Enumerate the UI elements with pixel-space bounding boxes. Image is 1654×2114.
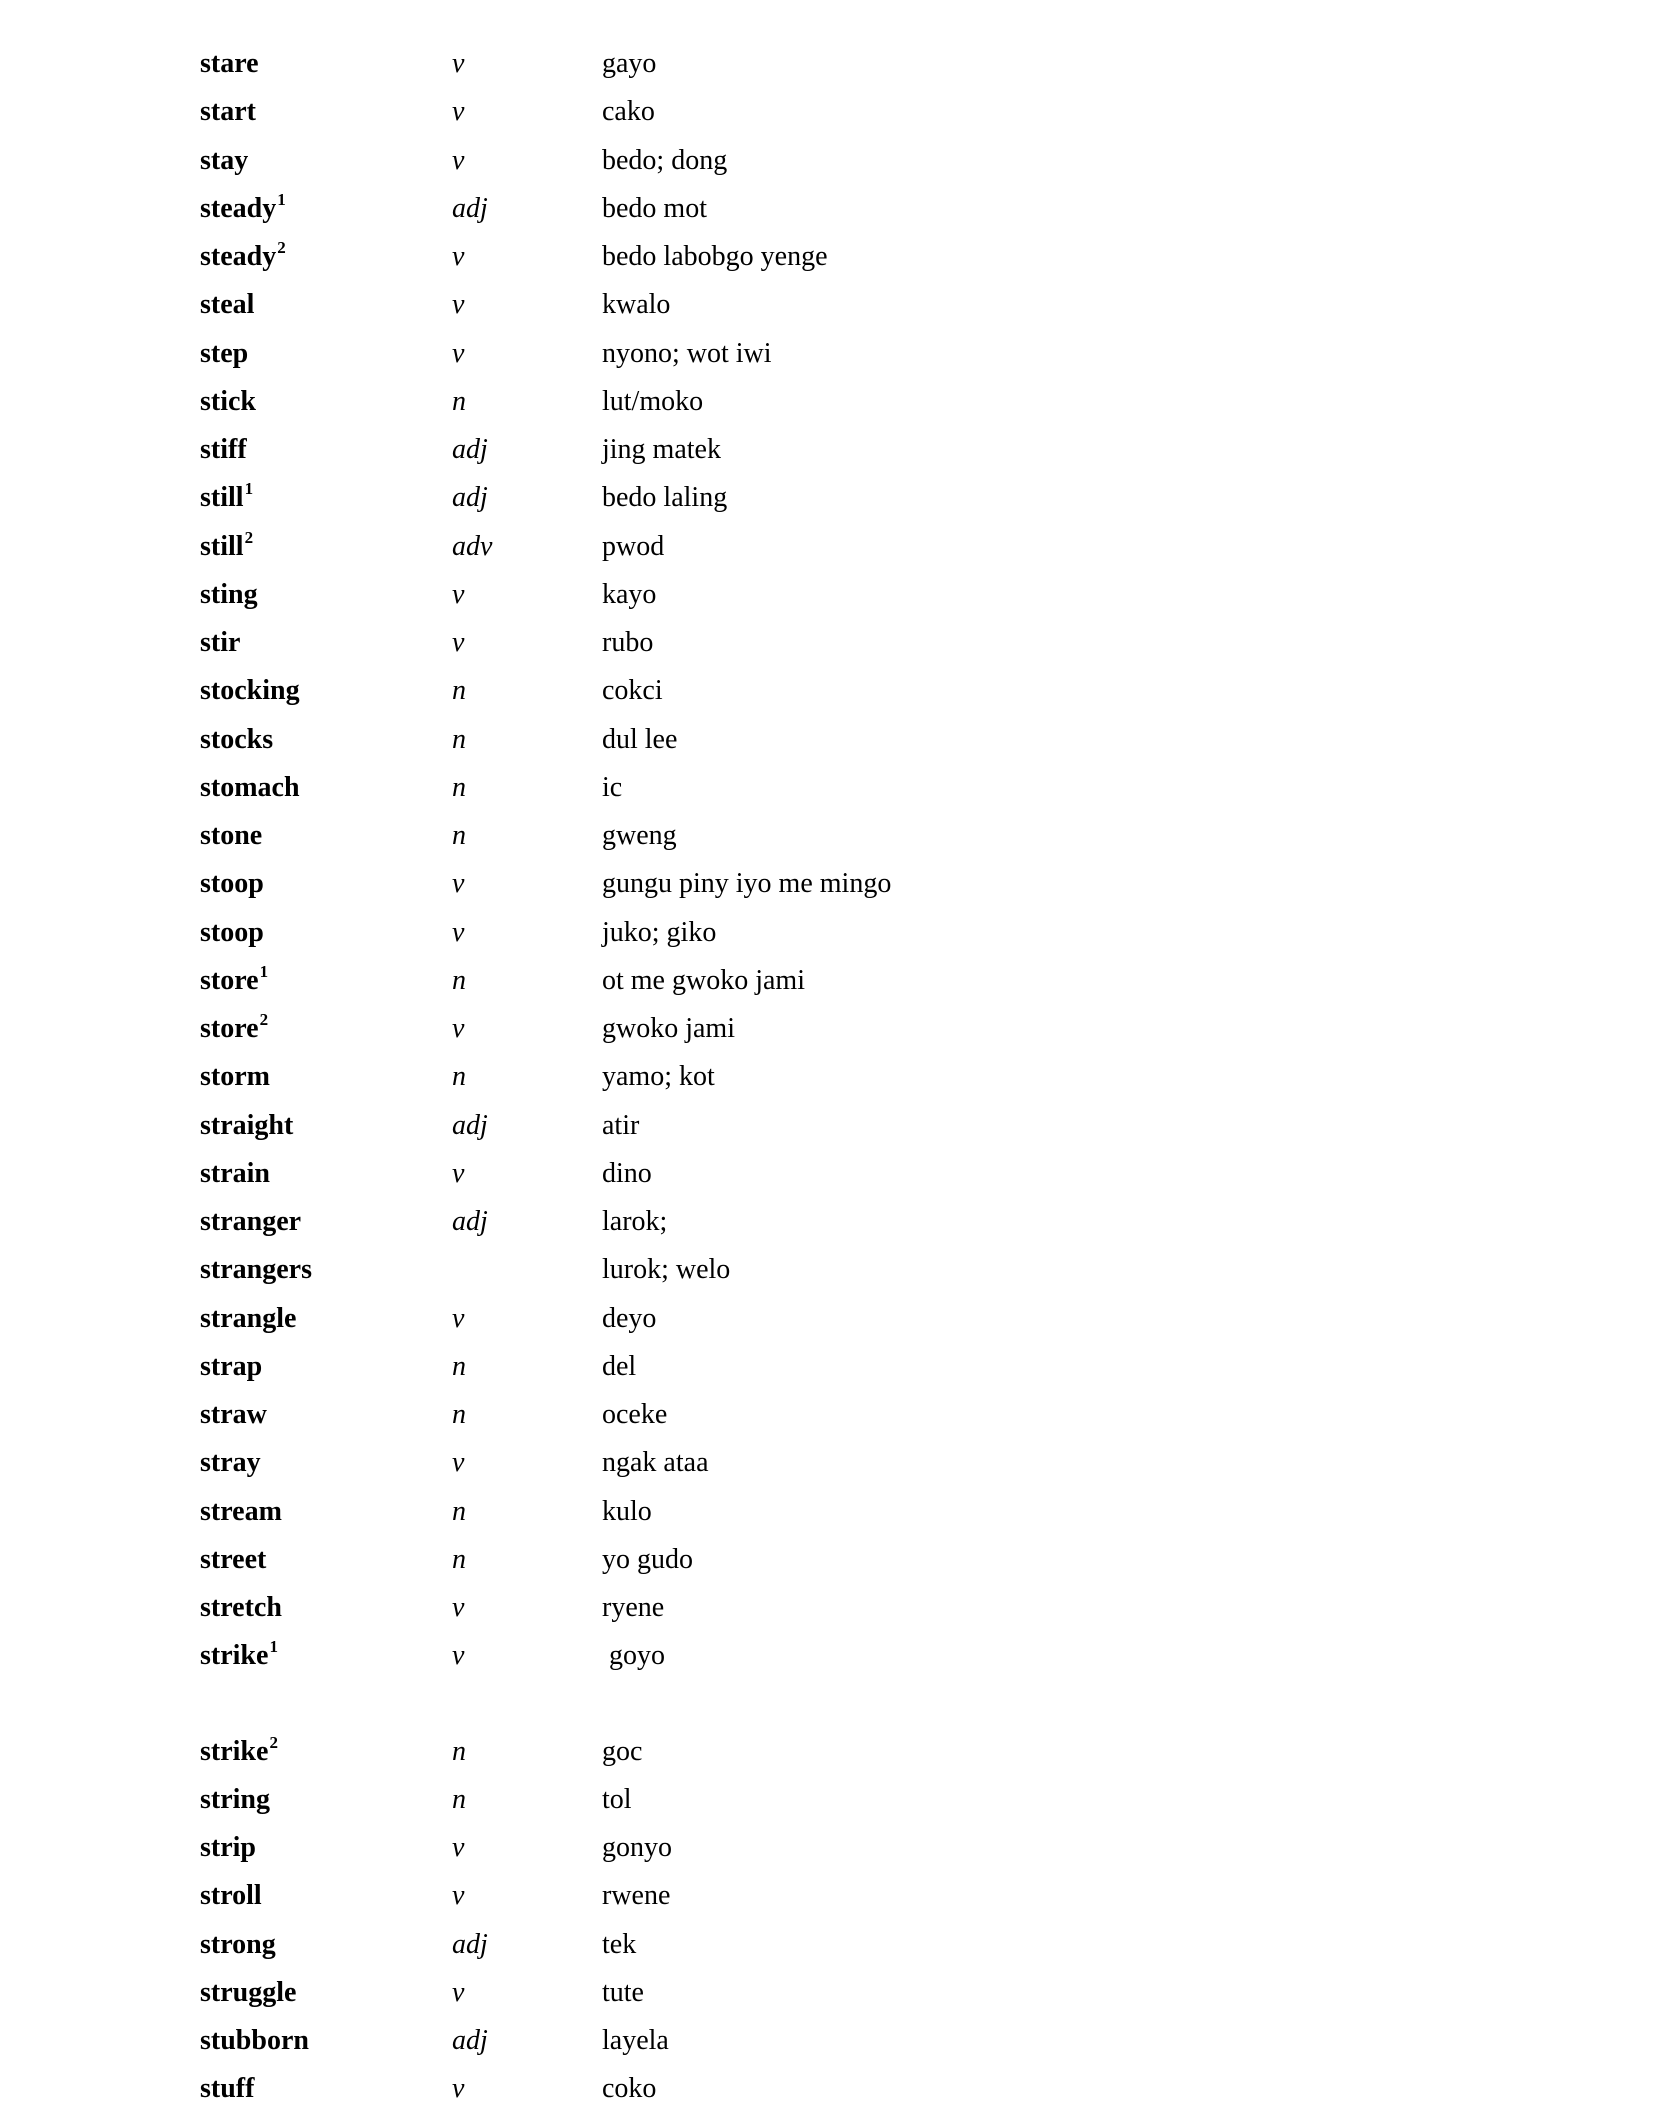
entry-row — [200, 474, 1400, 522]
headword-text: strip — [200, 1832, 256, 1864]
headword-text: strike — [200, 1735, 269, 1767]
headword-text: strike — [200, 1640, 269, 1672]
headword-text: step — [200, 337, 249, 369]
headword-text: sting — [200, 578, 258, 610]
part-of-speech: v — [452, 1976, 465, 2008]
headword-text: steady — [200, 241, 277, 273]
headword — [200, 1976, 452, 2008]
headword-text: stream — [200, 1495, 282, 1527]
sense-number: 1 — [269, 1637, 278, 1657]
translation: tol — [602, 1783, 632, 1815]
entry-row — [200, 667, 1400, 715]
headword-text: still — [200, 530, 244, 562]
part-of-speech: v — [452, 1592, 465, 1624]
part-of-speech: adj — [452, 1928, 488, 1960]
entry-row — [200, 1150, 1400, 1198]
entry-row — [200, 1969, 1400, 2017]
part-of-speech: adv — [452, 530, 493, 562]
headword-text: stomach — [200, 771, 300, 803]
entry-row — [200, 1488, 1400, 1536]
headword-text: steal — [200, 289, 255, 321]
translation: gwoko jami — [602, 1013, 735, 1045]
headword-text: storm — [200, 1061, 270, 1093]
headword-text: stick — [200, 385, 256, 417]
entry-row — [200, 1102, 1400, 1150]
part-of-speech: adj — [452, 1206, 488, 1238]
entry-row — [200, 1053, 1400, 1101]
part-of-speech: adj — [452, 482, 488, 514]
headword-text: stoop — [200, 868, 264, 900]
entry-row — [200, 185, 1400, 233]
entry-row — [200, 523, 1400, 571]
translation: lurok; welo — [602, 1254, 731, 1286]
headword-text: straw — [200, 1399, 267, 1431]
part-of-speech: v — [452, 1013, 465, 1045]
translation: rubo — [602, 627, 654, 659]
part-of-speech: n — [452, 1399, 466, 1431]
sense-number: 1 — [259, 961, 269, 981]
headword — [200, 144, 452, 176]
entry-row — [200, 764, 1400, 812]
translation: del — [602, 1350, 637, 1382]
part-of-speech: n — [452, 964, 466, 996]
entry-row — [200, 860, 1400, 908]
translation: tek — [602, 1928, 637, 1960]
translation: gonyo — [602, 1832, 672, 1864]
headword — [200, 1401, 452, 1429]
headword — [200, 629, 452, 657]
entry-row — [200, 88, 1400, 136]
translation: larok; — [602, 1206, 668, 1238]
translation: dul lee — [602, 723, 678, 755]
headword-text: strangle — [200, 1302, 297, 1334]
entry-row — [200, 1776, 1400, 1824]
part-of-speech: adj — [452, 434, 488, 466]
sense-number: 2 — [244, 527, 254, 547]
headword-text: stoop — [200, 916, 264, 948]
headword — [200, 1594, 452, 1622]
headword-text: strangers — [200, 1254, 312, 1286]
headword-text: strap — [200, 1350, 263, 1382]
headword — [200, 1543, 452, 1575]
entry-row — [200, 1391, 1400, 1439]
translation: goyo — [602, 1640, 665, 1672]
part-of-speech: v — [452, 1447, 465, 1479]
translation: gweng — [602, 820, 677, 852]
part-of-speech: v — [452, 1640, 465, 1672]
headword — [200, 385, 452, 417]
translation: kwalo — [602, 289, 671, 321]
translation: gungu piny iyo me mingo — [602, 868, 892, 900]
headword — [200, 578, 452, 610]
headword — [200, 1157, 452, 1189]
entry-row — [200, 619, 1400, 667]
entry-row — [200, 1824, 1400, 1872]
entry-row — [200, 281, 1400, 329]
part-of-speech: v — [452, 337, 465, 369]
part-of-speech: v — [452, 2073, 465, 2105]
headword-text: still — [200, 482, 244, 514]
headword — [200, 1637, 452, 1672]
headword — [200, 1063, 452, 1091]
part-of-speech: adj — [452, 192, 488, 224]
headword-text: string — [200, 1783, 270, 1815]
headword — [200, 98, 452, 126]
translation: kayo — [602, 578, 657, 610]
part-of-speech: v — [452, 1832, 465, 1864]
translation: atir — [602, 1109, 640, 1141]
part-of-speech: n — [452, 1543, 466, 1575]
headword — [200, 2027, 452, 2055]
translation: rwene — [602, 1880, 671, 1912]
entry-row — [200, 1872, 1400, 1920]
entry-row — [200, 2017, 1400, 2065]
headword-text: stray — [200, 1447, 261, 1479]
headword-text: straight — [200, 1109, 294, 1141]
headword-text: stocks — [200, 723, 274, 755]
part-of-speech: v — [452, 241, 465, 273]
entry-row — [200, 957, 1400, 1005]
translation: bedo laling — [602, 482, 728, 514]
sense-number: 2 — [269, 1732, 278, 1752]
entry-list — [200, 40, 1400, 2114]
part-of-speech: v — [452, 48, 465, 80]
entry-row — [200, 2065, 1400, 2113]
entry-row — [200, 40, 1400, 88]
headword-text: stare — [200, 48, 259, 80]
headword-text: store — [200, 964, 259, 996]
part-of-speech: adj — [452, 1109, 488, 1141]
part-of-speech: v — [452, 916, 465, 948]
entry-row — [200, 1295, 1400, 1343]
headword-text: store — [200, 1013, 259, 1045]
part-of-speech: v — [452, 96, 465, 128]
entry-row — [200, 137, 1400, 185]
headword — [200, 436, 452, 464]
part-of-speech: v — [452, 1880, 465, 1912]
headword-text: strong — [200, 1928, 276, 1960]
entry-row — [200, 233, 1400, 281]
headword — [200, 238, 452, 273]
headword-text: stuff — [200, 2073, 255, 2105]
headword — [200, 479, 452, 514]
part-of-speech: adj — [452, 2025, 488, 2057]
entry-row — [200, 1632, 1400, 1680]
translation: kulo — [602, 1495, 652, 1527]
translation: dino — [602, 1157, 652, 1189]
sense-number: 1 — [277, 189, 286, 209]
headword — [200, 1928, 452, 1960]
headword — [200, 1302, 452, 1334]
part-of-speech: n — [452, 675, 466, 707]
headword-text: stir — [200, 627, 241, 659]
entry-row — [200, 1536, 1400, 1584]
part-of-speech: v — [452, 289, 465, 321]
translation: coko — [602, 2073, 657, 2105]
translation: yamo; kot — [602, 1061, 715, 1093]
translation: cako — [602, 96, 655, 128]
translation: bedo labobgo yenge — [602, 241, 828, 273]
part-of-speech: v — [452, 144, 465, 176]
headword-text: stiff — [200, 434, 247, 466]
sense-number: 2 — [259, 1010, 269, 1030]
translation: yo gudo — [602, 1543, 693, 1575]
headword — [200, 822, 452, 850]
translation: ngak ataa — [602, 1447, 709, 1479]
headword — [200, 337, 452, 369]
headword — [200, 1834, 452, 1862]
entry-row — [200, 1728, 1400, 1776]
part-of-speech: n — [452, 385, 466, 417]
translation: jing matek — [602, 434, 721, 466]
headword-text: struggle — [200, 1976, 297, 2008]
part-of-speech: v — [452, 1302, 465, 1334]
translation: tute — [602, 1976, 644, 2008]
translation: cokci — [602, 675, 663, 707]
headword — [200, 870, 452, 898]
part-of-speech: n — [452, 1735, 466, 1767]
headword — [200, 1783, 452, 1815]
part-of-speech: n — [452, 820, 466, 852]
headword — [200, 961, 452, 996]
translation: lut/moko — [602, 385, 704, 417]
part-of-speech: n — [452, 1061, 466, 1093]
entry-row — [200, 1343, 1400, 1391]
translation: pwod — [602, 530, 665, 562]
sense-number: 2 — [277, 238, 286, 258]
translation: nyono; wot iwi — [602, 337, 772, 369]
headword — [200, 2075, 452, 2103]
headword-text: stretch — [200, 1592, 282, 1624]
headword-text: strain — [200, 1157, 270, 1189]
headword-text: stocking — [200, 675, 300, 707]
entry-row — [200, 812, 1400, 860]
sense-number: 1 — [244, 479, 254, 499]
translation: bedo; dong — [602, 144, 728, 176]
headword — [200, 1449, 452, 1477]
translation: ot me gwoko jami — [602, 964, 805, 996]
headword — [200, 1882, 452, 1910]
translation: bedo mot — [602, 192, 707, 224]
part-of-speech: n — [452, 1495, 466, 1527]
part-of-speech: v — [452, 868, 465, 900]
headword — [200, 1109, 452, 1141]
entry-row — [200, 1921, 1400, 1969]
entry-row — [200, 330, 1400, 378]
headword — [200, 1208, 452, 1236]
headword-text: street — [200, 1543, 267, 1575]
headword-text: steady — [200, 192, 277, 224]
headword-text: stubborn — [200, 2025, 309, 2057]
translation: ic — [602, 771, 623, 803]
translation: ryene — [602, 1592, 665, 1624]
headword-text: stay — [200, 144, 249, 176]
part-of-speech: v — [452, 578, 465, 610]
part-of-speech: n — [452, 1350, 466, 1382]
headword — [200, 771, 452, 803]
headword — [200, 527, 452, 562]
headword-text: stranger — [200, 1206, 302, 1238]
headword — [200, 189, 452, 224]
headword — [200, 50, 452, 78]
part-of-speech: v — [452, 1157, 465, 1189]
entry-row — [200, 1246, 1400, 1294]
translation: oceke — [602, 1399, 668, 1431]
entry-row — [200, 378, 1400, 426]
headword — [200, 1010, 452, 1045]
entry-row — [200, 909, 1400, 957]
entry-row — [200, 426, 1400, 474]
translation: layela — [602, 2025, 669, 2057]
part-of-speech: n — [452, 771, 466, 803]
entry-row — [200, 716, 1400, 764]
entry-row — [200, 571, 1400, 619]
translation: gayo — [602, 48, 657, 80]
headword-text: stone — [200, 820, 263, 852]
entry-row — [200, 1439, 1400, 1487]
entry-row — [200, 1198, 1400, 1246]
translation: goc — [602, 1735, 643, 1767]
headword — [200, 1256, 452, 1284]
headword-text: start — [200, 96, 256, 128]
entry-row — [200, 1005, 1400, 1053]
headword — [200, 291, 452, 319]
headword — [200, 916, 452, 948]
translation: juko; giko — [602, 916, 717, 948]
part-of-speech: n — [452, 723, 466, 755]
part-of-speech: v — [452, 627, 465, 659]
headword — [200, 677, 452, 705]
headword — [200, 723, 452, 755]
entry-row — [200, 1584, 1400, 1632]
headword-text: stroll — [200, 1880, 262, 1912]
headword — [200, 1495, 452, 1527]
translation: deyo — [602, 1302, 657, 1334]
headword — [200, 1732, 452, 1767]
part-of-speech: n — [452, 1783, 466, 1815]
headword — [200, 1350, 452, 1382]
